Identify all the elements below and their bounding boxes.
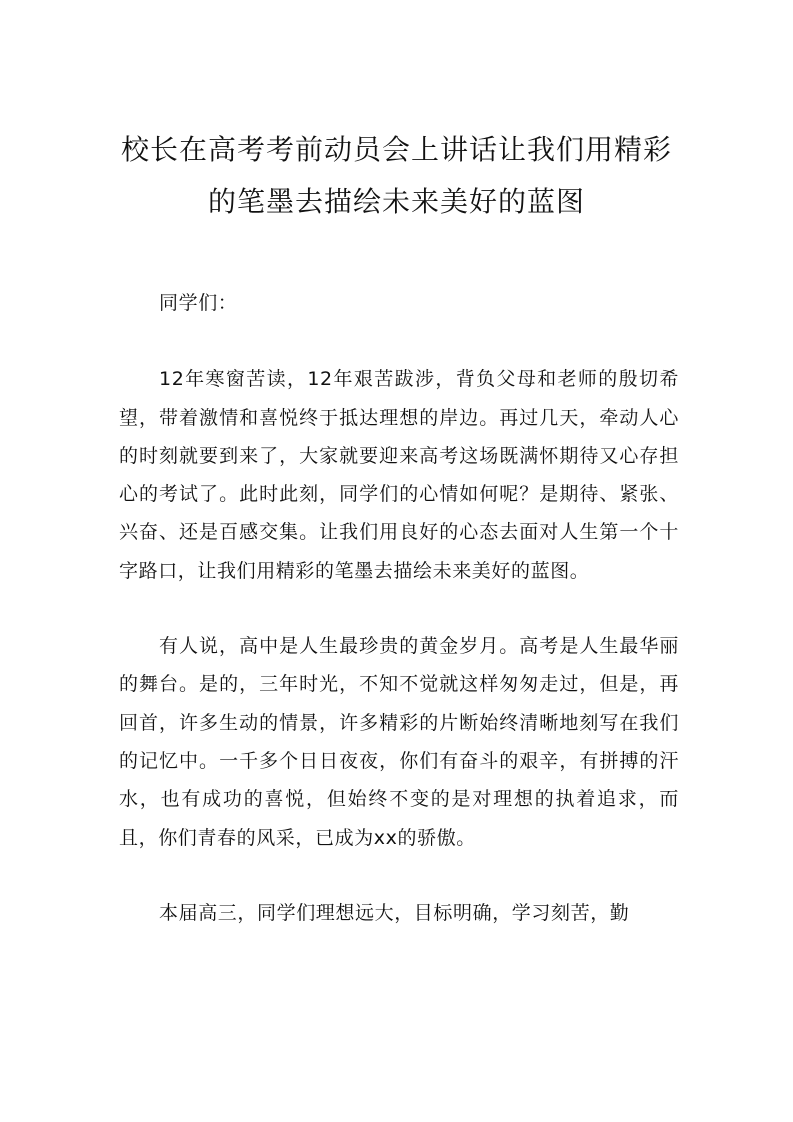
document-body	[119, 284, 679, 932]
greeting: 同学们：	[159, 292, 238, 314]
title-line-1: 校长在高考考前动员会上讲话让我们用精彩	[120, 133, 672, 166]
paragraph-3: 本届高三，同学们理想远大，目标明确，学习刻苦，勤	[159, 901, 630, 924]
document-title	[110, 124, 683, 228]
paragraph-1: 12年寒窗苦读，12年艰苦跋涉，背负父母和老师的殷切希望，带着激情和喜悦终于抵达理想的岸边。再过几天，牵动人心的时刻就要到来了，大家就要迎来高考这场既满怀期待又心存担心的考试了。此时此刻，同学们的心情如何呢？是期待、紧张、兴奋、还是百感交集。让我们用良好的心态去面对人生第一个十字路口，让我们用精彩的笔墨去描绘未来美好的蓝图。	[119, 368, 679, 582]
paragraph-2: 有人说，高中是人生最珍贵的黄金岁月。高考是人生最华丽的舞台。是的，三年时光，不知不觉就这样匆匆走过，但是，再回首，许多生动的情景，许多精彩的片断始终清晰地刻写在我们的记忆中。一千多个日日夜夜，你们有奋斗的艰辛，有拼搏的汗水，也有成功的喜悦，但始终不变的是对理想的执着追求，而且，你们青春的风采，已成为xx的骄傲。	[119, 635, 679, 849]
title-line-2: 的笔墨去描绘未来美好的蓝图	[207, 185, 585, 218]
